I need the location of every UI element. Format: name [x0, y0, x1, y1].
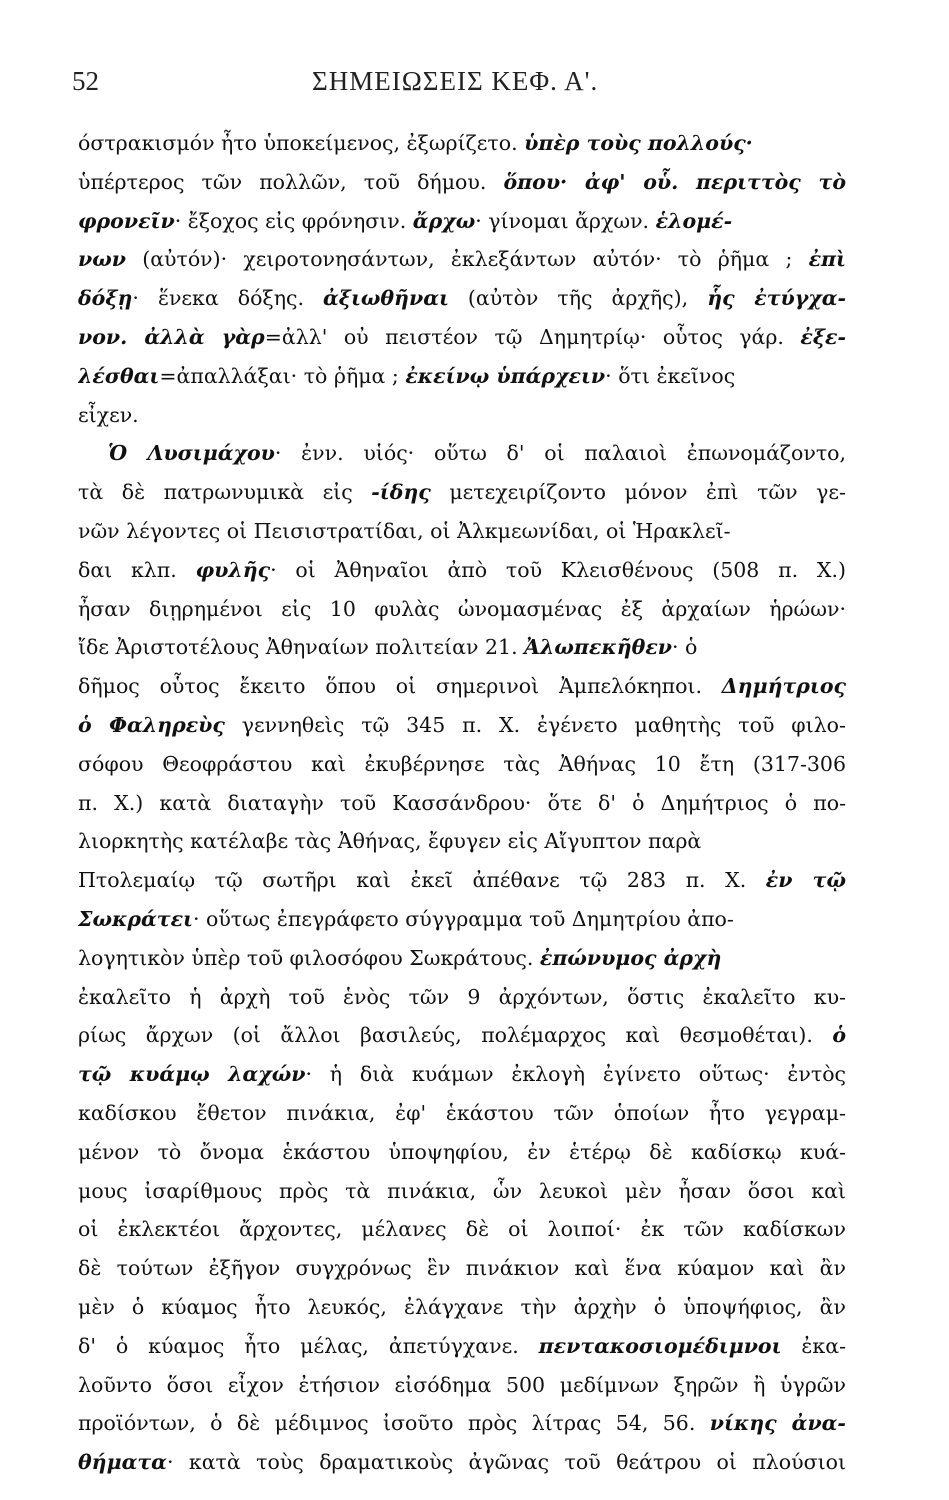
text-line: [78, 939, 846, 978]
text-line: [78, 1288, 846, 1327]
text-run: · οἱ Ἀθηναῖοι ἀπὸ τοῦ Κλεισθένους (508 π. Χ.): [270, 557, 846, 582]
text-line: [78, 202, 846, 241]
text-run: τὰ δὲ πατρωνυμικὰ εἰς: [78, 480, 372, 505]
text-run: · ἔξοχος εἰς φρόνησιν.: [174, 208, 413, 233]
text-run: · ἕνεκα δόξης.: [132, 286, 324, 311]
text-run: ἐκα-: [781, 1333, 846, 1358]
text-line: [78, 1055, 846, 1094]
text-run: λογητικὸν ὑπὲρ τοῦ φιλοσόφου Σωκράτους.: [78, 945, 540, 970]
text-line: [78, 1016, 846, 1055]
text-line: [78, 279, 846, 318]
text-run: ρίως ἄρχων (οἱ ἄλλοι βασιλεύς, πολέμαρχος καὶ θεσμοθέται).: [78, 1023, 833, 1048]
text-run: όστρακισμόν ἦτο ὑποκείμενος, ἐξωρίζετο.: [78, 131, 525, 155]
text-line: [78, 1366, 846, 1405]
text-run: · γίνομαι ἄρχων.: [475, 208, 656, 233]
text-run: νῶν λέγοντες οἱ Πεισιστρατίδαι, οἱ Ἀλκμεωνίδαι, οἱ Ἡρακλεῖ-: [78, 518, 731, 543]
text-run: δῆμος οὗτος ἔκειτο ὅπου οἱ σημερινοὶ Ἀμπελόκηποι.: [78, 674, 722, 699]
text-line: [78, 357, 846, 396]
text-line: [78, 1327, 846, 1366]
text-run: μους ἰσαρίθμους πρὸς τὰ πινάκια, ὧν λευκοὶ μὲν ἦσαν ὅσοι καὶ: [78, 1178, 846, 1203]
text-line: [78, 1210, 846, 1249]
text-line: [78, 1133, 846, 1172]
text-run: ἴδε Ἀριστοτέλους Ἀθηναίων πολιτείαν 21.: [78, 635, 525, 660]
text-run: δὲ τούτων ἐξῆγον συγχρόνως ἓν πινάκιον καὶ ἕνα κύαμον καὶ ἂν: [78, 1256, 846, 1281]
italic-term: ὁ: [832, 1023, 846, 1048]
italic-term: φυλῆς: [195, 557, 271, 582]
text-line: [78, 473, 846, 512]
text-run: · ἐνν. υἱός· οὕτω δ' οἱ παλαιοὶ ἐπωνομάζοντο,: [274, 441, 846, 466]
text-line: [78, 396, 846, 435]
italic-term: ἐπὶ: [808, 247, 846, 272]
italic-term: ἐκείνῳ ὑπάρχειν: [405, 363, 606, 388]
italic-term: -ίδης: [371, 480, 431, 505]
text-run: μετεχειρίζοντο μόνον ἐπὶ τῶν γε-: [430, 480, 846, 505]
italic-term: τῷ κυάμῳ λαχών: [78, 1062, 306, 1087]
text-line: [78, 240, 846, 279]
text-run: δ' ὁ κύαμος ἦτο μέλας, ἀπετύγχανε.: [78, 1333, 539, 1358]
text-line: [78, 822, 846, 861]
text-run: ἐκαλεῖτο ἡ ἀρχὴ τοῦ ἑνὸς τῶν 9 ἀρχόντων, ὅστις ἐκαλεῖτο κυ-: [78, 984, 846, 1009]
text-line: [78, 551, 846, 590]
text-line: [78, 1249, 846, 1288]
text-line: [78, 163, 846, 202]
italic-term: ἐν τῷ: [765, 868, 846, 893]
text-run: =ἀπαλλάξαι· τὸ ῥῆμα ;: [159, 363, 406, 388]
italic-term: ὑπὲρ τοὺς πολλούς·: [524, 131, 753, 155]
text-run: =ἀλλ' οὐ πειστέον τῷ Δημητρίῳ· οὗτος γάρ.: [264, 324, 801, 349]
italic-term: δόξῃ: [78, 286, 133, 311]
text-run: ἦσαν διῃρημένοι εἰς 10 φυλὰς ὠνομασμένας ἐξ ἀρχαίων ἡρώων·: [78, 596, 846, 621]
italic-term: νον. ἀλλὰ γὰρ: [78, 324, 265, 349]
text-line: [78, 978, 846, 1017]
text-line: [78, 1172, 846, 1211]
text-run: Πτολεμαίῳ τῷ σωτῆρι καὶ ἐκεῖ ἀπέθανε τῷ 283 π. Χ.: [78, 868, 766, 893]
text-line: [78, 124, 846, 163]
text-run: · οὕτως ἐπεγράφετο σύγγραμμα τοῦ Δημητρίου ἀπο-: [192, 906, 734, 931]
text-run: · ὁ: [672, 635, 698, 660]
text-run: εἶχεν.: [78, 402, 139, 427]
text-line: [78, 512, 846, 551]
page-number: 52: [72, 66, 99, 96]
text-run: (αὐτὸν τῆς ἀρχῆς),: [448, 286, 708, 311]
text-run: λιορκητὴς κατέλαβε τὰς Ἀθήνας, ἔφυγεν εἰς Αἴγυπτον παρὰ: [78, 829, 702, 854]
italic-term: ὅπου· ἀφ' οὗ. περιττὸς τὸ: [503, 169, 846, 194]
text-line: [78, 1443, 846, 1482]
italic-term: λέσθαι: [78, 363, 160, 388]
italic-term: φρονεῖν: [78, 208, 175, 233]
text-line: [78, 590, 846, 629]
text-run: γεννηθεὶς τῷ 345 π. Χ. ἐγένετο μαθητὴς τοῦ φιλο-: [224, 712, 846, 737]
text-run: μένον τὸ ὄνομα ἑκάστου ὑποψηφίου, ἐν ἑτέρῳ δὲ καδίσκῳ κυά-: [78, 1139, 846, 1164]
running-title: ΣΗΜΕΙΩΣΕΙΣ ΚΕΦ. Α'.: [312, 66, 599, 96]
italic-term: ὁ Φαληρεὺς: [78, 712, 225, 737]
text-run: οἱ ἐκλεκτέοι ἄρχοντες, μέλανες δὲ οἱ λοιποί· ἐκ τῶν καδίσκων: [78, 1217, 846, 1242]
italic-term: ἀξιωθῆναι: [323, 286, 449, 311]
italic-term: Δημήτριος: [721, 674, 846, 699]
text-run: ὑπέρτερος τῶν πολλῶν, τοῦ δήμου.: [78, 169, 504, 194]
text-line: [78, 706, 846, 745]
text-run: δαι κλπ.: [78, 557, 196, 582]
text-line: [78, 1404, 846, 1443]
text-run: σόφου Θεοφράστου καὶ ἐκυβέρνησε τὰς Ἀθήνας 10 ἔτη (317-306: [78, 751, 846, 776]
text-line: [78, 861, 846, 900]
italic-term: ἐξε-: [800, 324, 846, 349]
italic-term: ἄρχω: [412, 208, 476, 233]
text-line: [78, 784, 846, 823]
text-line: [78, 667, 846, 706]
italic-term: νων: [78, 247, 126, 272]
page-header: [72, 66, 862, 106]
italic-term: νίκης ἀνα-: [709, 1411, 846, 1436]
text-run: · ἡ διὰ κυάμων ἐκλογὴ ἐγίνετο οὕτως· ἐντὸς: [305, 1062, 846, 1087]
text-line: [78, 628, 846, 667]
italic-term: ἐπώνυμος ἀρχὴ: [539, 945, 722, 970]
text-line: [78, 318, 846, 357]
text-run: προϊόντων, ὁ δὲ μέδιμνος ἰσοῦτο πρὸς λίτρας 54, 56.: [78, 1411, 710, 1436]
italic-term: Ἀλωπεκῆθεν: [524, 635, 673, 660]
text-line: [78, 900, 846, 939]
text-run: (αὐτόν)· χειροτονησάντων, ἐκλεξάντων αὐτόν· τὸ ῥῆμα ;: [125, 247, 809, 272]
text-line: [78, 1094, 846, 1133]
italic-term: ἧς ἐτύγχα-: [707, 286, 846, 311]
text-run: · ὅτι ἐκεῖνος: [605, 363, 736, 388]
italic-term: Ὁ Λυσιμάχου: [108, 441, 275, 466]
text-run: π. Χ.) κατὰ διαταγὴν τοῦ Κασσάνδρου· ὅτε δ' ὁ Δημήτριος ὁ πο-: [78, 790, 846, 815]
text-run: · κατὰ τοὺς δραματικοὺς ἀγῶνας τοῦ θεάτρου οἱ πλούσιοι: [166, 1450, 846, 1475]
text-line: [78, 745, 846, 784]
italic-term: Σωκράτει: [78, 906, 193, 931]
italic-term: πεντακοσιομέδιμνοι: [538, 1333, 782, 1358]
text-run: μὲν ὁ κύαμος ἦτο λευκός, ἐλάγχανε τὴν ἀρχὴν ὁ ὑποψήφιος, ἂν: [78, 1294, 846, 1319]
notes-body-text: [78, 124, 846, 1482]
italic-term: θήματα: [78, 1450, 167, 1475]
text-run: λοῦντο ὅσοι εἶχον ἐτήσιον εἰσόδημα 500 μεδίμνων ξηρῶν ἢ ὑγρῶν: [78, 1372, 846, 1397]
text-line: [78, 434, 846, 473]
text-run: καδίσκου ἔθετον πινάκια, ἐφ' ἑκάστου τῶν ὁποίων ἦτο γεγραμ-: [78, 1100, 846, 1125]
italic-term: ἑλομέ-: [655, 208, 733, 233]
